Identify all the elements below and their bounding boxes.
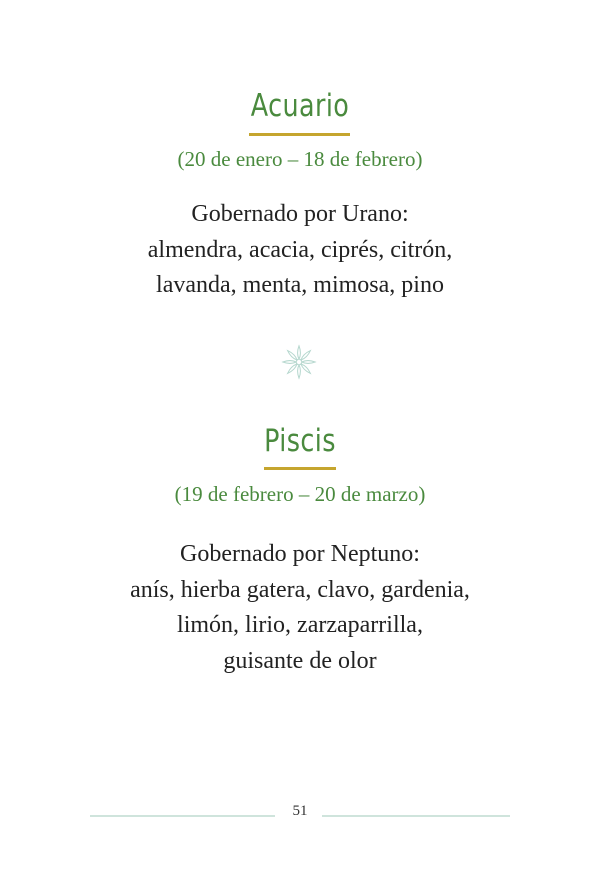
footer-rule-right: [322, 815, 510, 817]
ingredient-line: limón, lirio, zarzaparrilla,: [177, 612, 423, 638]
section-title-acuario: Acuario: [250, 88, 350, 124]
ingredient-line: almendra, acacia, ciprés, citrón,: [147, 236, 453, 263]
ingredient-line: lavanda, menta, mimosa, pino: [156, 272, 444, 298]
star-anise-icon: [280, 343, 318, 381]
date-range-acuario: (20 de enero – 18 de febrero): [177, 147, 423, 171]
ruler-line: Gobernado por Neptuno:: [180, 541, 420, 567]
ruler-block-piscis: [0, 537, 600, 679]
section-title-piscis: Piscis: [264, 423, 336, 459]
page-number: 51: [292, 803, 308, 819]
footer-rule-left: [90, 815, 275, 817]
ingredient-line: anís, hierba gatera, clavo, gardenia,: [130, 576, 470, 603]
ruler-block-acuario: [0, 197, 600, 304]
ruler-line: Gobernado por Urano:: [191, 201, 409, 227]
title-underline: [249, 133, 350, 136]
date-range-piscis: (19 de febrero – 20 de marzo): [174, 482, 426, 506]
title-underline: [264, 467, 336, 470]
ingredient-line: guisante de olor: [223, 647, 377, 674]
